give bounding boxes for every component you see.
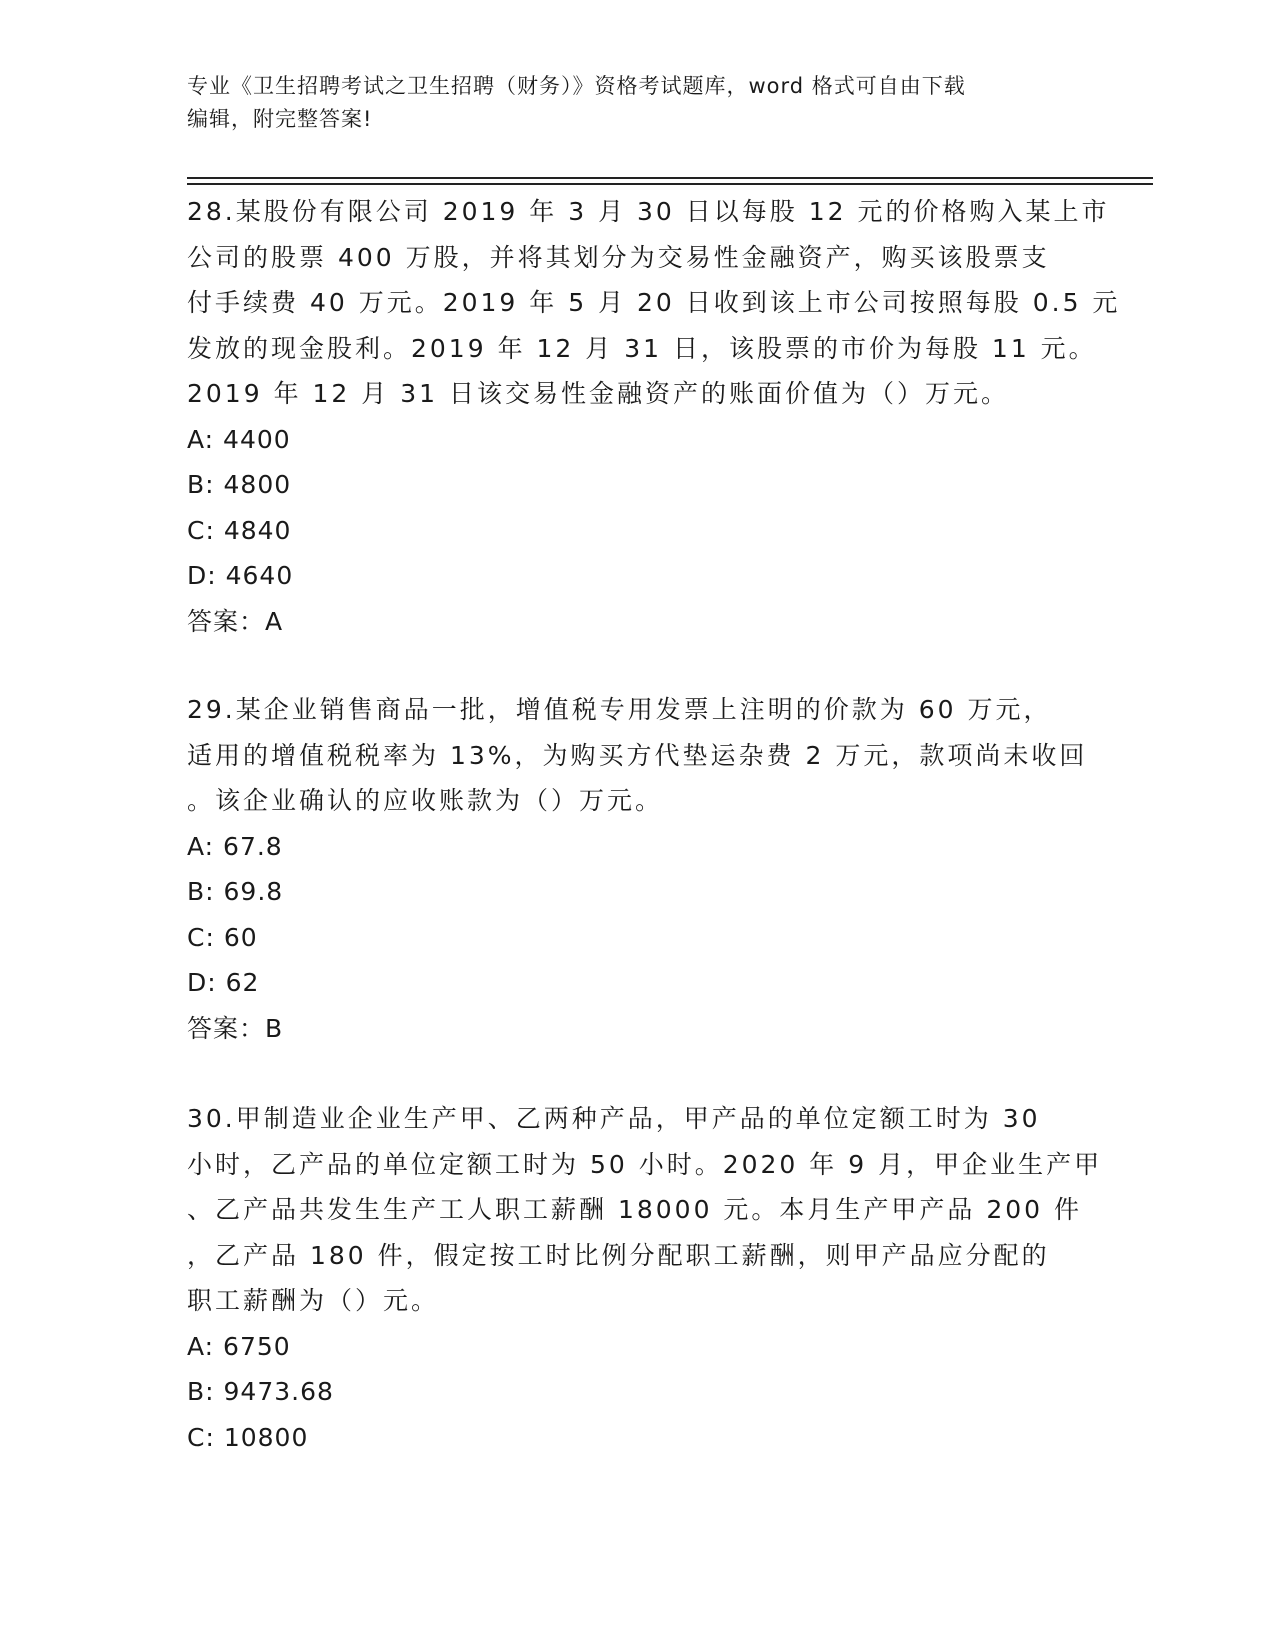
stem-line: 小时，乙产品的单位定额工时为 50 小时。2020 年 9 月，甲企业生产甲 bbox=[187, 1149, 1103, 1179]
question-29 bbox=[187, 687, 1087, 1051]
question-stem bbox=[187, 189, 1121, 417]
header-line-1: 专业《卫生招聘考试之卫生招聘（财务）》资格考试题库，word 格式可自由下载 bbox=[187, 74, 966, 98]
stem-line: 适用的增值税税率为 13%，为购买方代垫运杂费 2 万元，款项尚未收回 bbox=[187, 740, 1088, 770]
header-line-2: 编辑，附完整答案! bbox=[187, 107, 373, 131]
stem-line: 29.某企业销售商品一批，增值税专用发票上注明的价款为 60 万元， bbox=[187, 695, 1052, 724]
stem-line: 、乙产品共发生生产工人职工薪酬 18000 元。本月生产甲产品 200 件 bbox=[187, 1195, 1083, 1224]
stem-line: 30.甲制造业企业生产甲、乙两种产品，甲产品的单位定额工时为 30 bbox=[187, 1104, 1041, 1133]
option-c: C: 10800 bbox=[187, 1422, 309, 1452]
option-c: C: 60 bbox=[187, 922, 258, 952]
stem-line: 发放的现金股利。2019 年 12 月 31 日，该股票的市价为每股 11 元。 bbox=[187, 333, 1097, 363]
stem-line: 付手续费 40 万元。2019 年 5 月 20 日收到该上市公司按照每股 0.5 元 bbox=[187, 288, 1121, 317]
option-list bbox=[187, 824, 1087, 1006]
question-stem bbox=[187, 687, 1087, 824]
option-list bbox=[187, 1324, 1087, 1461]
option-a: A: 4400 bbox=[187, 424, 291, 454]
stem-line: 公司的股票 400 万股，并将其划分为交易性金融资产，购买该股票支 bbox=[187, 242, 1050, 272]
answer-line: 答案：B bbox=[187, 1013, 284, 1043]
option-b: B: 4800 bbox=[187, 470, 292, 499]
stem-line: ，乙产品 180 件，假定按工时比例分配职工薪酬，则甲产品应分配的 bbox=[187, 1240, 1050, 1270]
header-divider-top bbox=[187, 177, 1153, 179]
option-d: D: 62 bbox=[187, 968, 260, 997]
question-30 bbox=[187, 1096, 1103, 1460]
stem-line: 职工薪酬为（）元。 bbox=[187, 1286, 440, 1315]
option-list bbox=[187, 417, 1087, 599]
option-c: C: 4840 bbox=[187, 515, 292, 545]
stem-line: 。该企业确认的应收账款为（）万元。 bbox=[187, 786, 664, 815]
option-d: D: 4640 bbox=[187, 561, 294, 590]
answer-line: 答案：A bbox=[187, 606, 284, 636]
option-b: B: 69.8 bbox=[187, 877, 284, 906]
option-a: A: 67.8 bbox=[187, 831, 283, 861]
stem-line: 28.某股份有限公司 2019 年 3 月 30 日以每股 12 元的价格购入某上市 bbox=[187, 197, 1110, 226]
document-header bbox=[187, 70, 1087, 136]
question-stem bbox=[187, 1096, 1103, 1324]
header-divider-bottom bbox=[187, 183, 1153, 185]
option-a: A: 6750 bbox=[187, 1331, 291, 1361]
option-b: B: 9473.68 bbox=[187, 1377, 334, 1406]
question-28 bbox=[187, 189, 1121, 644]
stem-line: 2019 年 12 月 31 日该交易性金融资产的账面价值为（）万元。 bbox=[187, 379, 1009, 408]
